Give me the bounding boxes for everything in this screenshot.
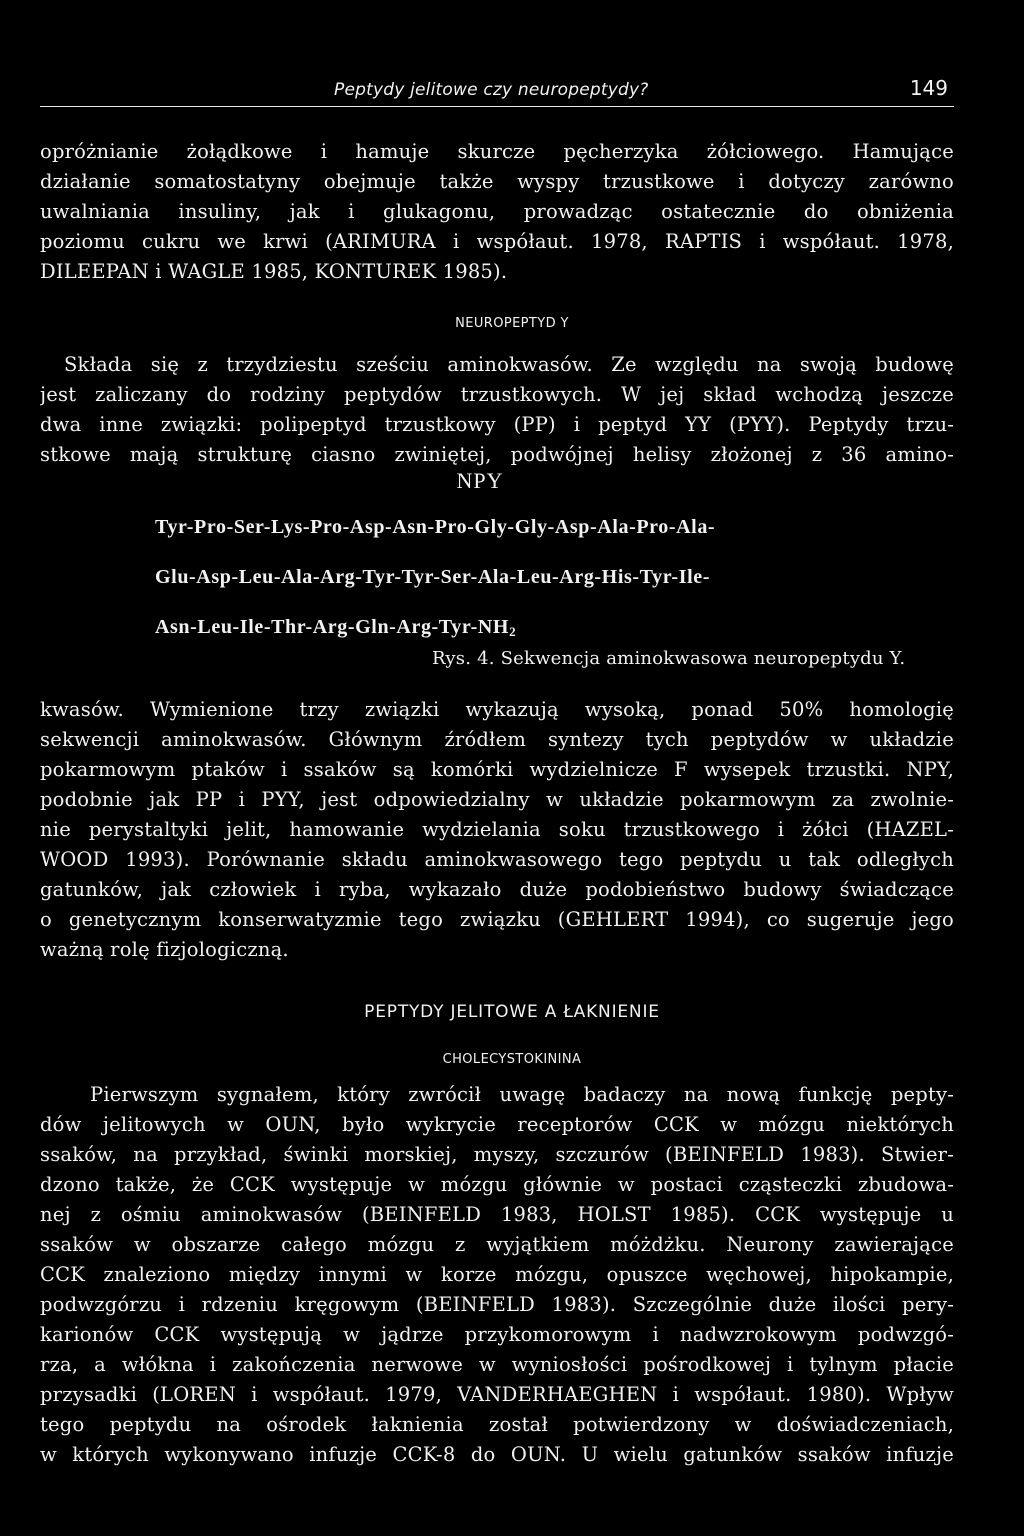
text-line: nie perystaltyki jelit, hamowanie wydzielania soku trzustkowego i żółci (HAZEL- — [40, 818, 954, 841]
text-line: DILEEPAN i WAGLE 1985, KONTUREK 1985). — [40, 260, 508, 283]
running-header — [40, 72, 954, 107]
text-line: kwasów. Wymienione trzy związki wykazują wysoką, ponad 50% homologię — [40, 698, 954, 721]
sequence-text: Asn-Leu-Ile-Thr-Arg-Gln-Arg-Tyr-NH — [155, 616, 510, 638]
text-line: CCK znaleziono między innymi w korze mózgu, opuszce węchowej, hipokampie, — [40, 1263, 954, 1286]
sequence-line: Tyr-Pro-Ser-Lys-Pro-Asp-Asn-Pro-Gly-Gly-Asp-Ala-Pro-Ala- — [155, 516, 716, 538]
text-line: rza, a włókna i zakończenia nerwowe w wyniosłości pośrodkowej i tylnym płacie — [40, 1353, 954, 1376]
text-line: tego peptydu na ośrodek łaknienia został potwierdzony w doświadczeniach, — [40, 1413, 954, 1436]
text-line: Pierwszym sygnałem, który zwrócił uwagę badaczy na nową funkcję pepty- — [90, 1083, 954, 1106]
continuation-paragraph — [40, 695, 954, 965]
text-line: uwalniania insuliny, jak i glukagonu, prowadząc ostatecznie do obniżenia — [40, 200, 954, 223]
section-heading-feeding: PEPTYDY JELITOWE A ŁAKNIENIE — [364, 1002, 660, 1022]
text-line: opróżnianie żołądkowe i hamuje skurcze pęcherzyka żółciowego. Hamujące — [40, 140, 954, 163]
text-line: stkowe mają strukturę ciasno zwiniętej, podwójnej helisy złożonej z 36 amino- — [40, 443, 954, 466]
text-line: dów jelitowych w OUN, było wykrycie receptorów CCK w mózgu niektórych — [40, 1113, 954, 1136]
text-line: Składa się z trzydziestu sześciu aminokwasów. Ze względu na swoją budowę — [64, 353, 954, 376]
section-heading-cck: CHOLECYSTOKININA — [442, 1052, 582, 1067]
subscript: 2 — [509, 624, 517, 639]
text-line: ssaków w obszarze całego mózgu z wyjątkiem móżdżku. Neurony zawierające — [40, 1233, 954, 1256]
text-line: jest zaliczany do rodziny peptydów trzustkowych. W jej skład wchodzą jeszcze — [40, 383, 954, 406]
text-line: przysadki (LOREN i współaut. 1979, VANDERHAEGHEN i współaut. 1980). Wpływ — [40, 1383, 954, 1406]
text-line: o genetycznym konserwatyzmie tego związku (GEHLERT 1994), co sugeruje jego — [40, 908, 954, 931]
npy-sequence-figure — [0, 460, 1024, 670]
text-line: gatunków, jak człowiek i ryba, wykazało duże podobieństwo budowy świadczące — [40, 878, 954, 901]
figure-title: NPY — [456, 468, 504, 493]
text-line: ważną rolę fizjologiczną. — [40, 938, 289, 961]
text-line: pokarmowym ptaków i ssaków są komórki wydzielnicze F wysepek trzustki. NPY, — [40, 758, 954, 781]
intro-paragraph — [40, 137, 954, 287]
text-line: karionów CCK występują w jądrze przykomorowym i nadwzrokowym podwzgó- — [40, 1323, 954, 1346]
text-line: dzono także, że CCK występuje w mózgu głównie w postaci cząsteczki zbudowa- — [40, 1173, 954, 1196]
text-line: podwzgórzu i rdzeniu kręgowym (BEINFELD 1983). Szczególnie duże ilości pery- — [40, 1293, 954, 1316]
page-number: 149 — [909, 76, 948, 100]
cck-paragraph — [40, 1080, 954, 1470]
figure-caption: Rys. 4. Sekwencja aminokwasowa neuropeptydu Y. — [432, 648, 906, 669]
text-line: w których wykonywano infuzje CCK-8 do OUN. U wielu gatunków ssaków infuzje — [40, 1443, 954, 1466]
npy-paragraph — [40, 350, 954, 470]
text-line: WOOD 1993). Porównanie składu aminokwasowego tego peptydu u tak odległych — [40, 848, 954, 871]
text-line: podobnie jak PP i PYY, jest odpowiedzialny w układzie pokarmowym za zwolnie- — [40, 788, 954, 811]
text-line: nej z ośmiu aminokwasów (BEINFELD 1983, HOLST 1985). CCK występuje u — [40, 1203, 954, 1226]
section-heading-npy: NEUROPEPTYD Y — [455, 316, 569, 331]
sequence-line: Glu-Asp-Leu-Ala-Arg-Tyr-Tyr-Ser-Ala-Leu-Arg-His-Tyr-Ile- — [155, 566, 710, 588]
text-line: dwa inne związki: polipeptyd trzustkowy (PP) i peptyd YY (PYY). Peptydy trzu- — [40, 413, 954, 436]
text-line: ssaków, na przykład, świnki morskiej, myszy, szczurów (BEINFELD 1983). Stwier- — [40, 1143, 954, 1166]
running-title: Peptydy jelitowe czy neuropeptydy? — [334, 80, 649, 100]
text-line: sekwencji aminokwasów. Głównym źródłem syntezy tych peptydów w układzie — [40, 728, 954, 751]
sequence-line-last — [155, 616, 516, 640]
text-line: poziomu cukru we krwi (ARIMURA i współaut. 1978, RAPTIS i współaut. 1978, — [40, 230, 954, 253]
text-line: działanie somatostatyny obejmuje także wyspy trzustkowe i dotyczy zarówno — [40, 170, 954, 193]
